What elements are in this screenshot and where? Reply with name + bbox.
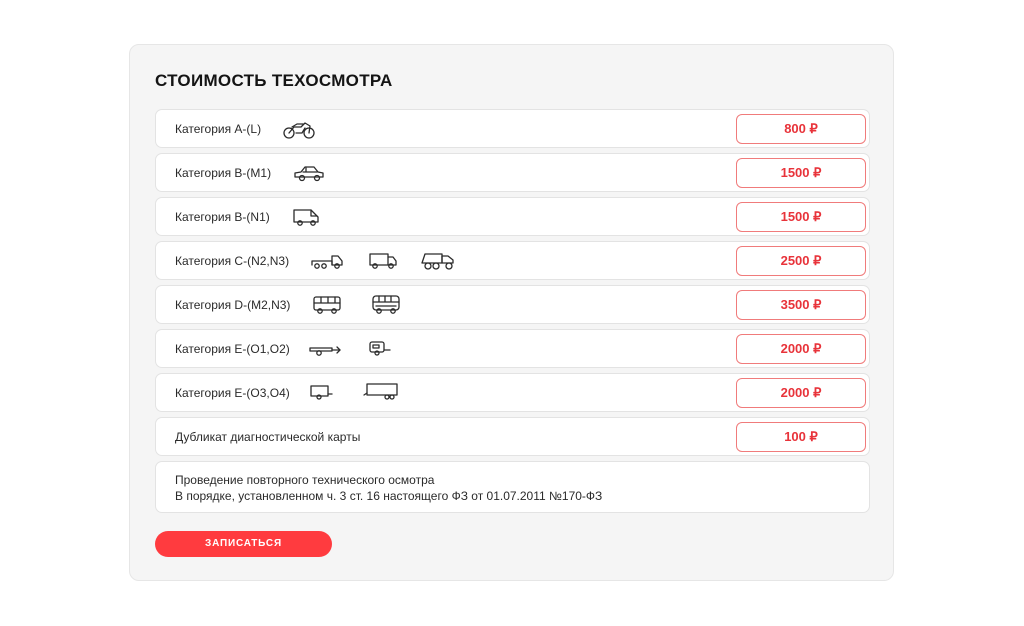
price-value: 3500 ₽ — [736, 290, 866, 320]
category-label: Категория D-(M2,N3) — [175, 298, 291, 312]
price-value: 100 ₽ — [736, 422, 866, 452]
price-row-category-d — [155, 285, 870, 324]
vehicle-icons — [156, 242, 576, 279]
section-title: СТОИМОСТЬ ТЕХОСМОТРА — [155, 71, 393, 90]
category-label: Категория E-(O3,O4) — [175, 386, 290, 400]
price-row-category-b-m1 — [155, 153, 870, 192]
category-label: Категория A-(L) — [175, 122, 262, 136]
category-label: Дубликат диагностической карты — [175, 430, 361, 444]
vehicle-icons — [156, 198, 576, 235]
note-text: В порядке, установленном ч. 3 ст. 16 настоящего ФЗ от 01.07.2011 №170-ФЗ — [175, 489, 603, 503]
flatbed-truck-icon — [310, 250, 344, 272]
price-value: 2000 ₽ — [736, 334, 866, 364]
box-truck-icon — [368, 250, 398, 272]
dump-truck-icon — [420, 250, 456, 272]
small-trailer-icon — [309, 382, 333, 404]
category-label: Категория E-(O1,O2) — [175, 342, 290, 356]
flat-trailer-icon — [308, 338, 342, 360]
price-row-category-c — [155, 241, 870, 280]
pricing-card — [129, 44, 894, 581]
vehicle-icons — [156, 374, 576, 411]
van-icon — [292, 206, 320, 228]
vehicle-icons — [156, 110, 576, 147]
price-row-category-b-n1 — [155, 197, 870, 236]
category-label: Категория B-(N1) — [175, 210, 270, 224]
vehicle-icons — [156, 330, 576, 367]
motorcycle-icon — [283, 118, 315, 140]
price-value: 800 ₽ — [736, 114, 866, 144]
large-trailer-icon — [363, 382, 399, 404]
car-icon — [293, 162, 325, 184]
note-title: Проведение повторного технического осмотра — [175, 473, 435, 487]
camper-trailer-icon — [368, 338, 392, 360]
vehicle-icons — [156, 154, 576, 191]
coach-bus-icon — [371, 294, 401, 316]
price-row-category-e-o1 — [155, 329, 870, 368]
price-row-category-a — [155, 109, 870, 148]
bus-icon — [312, 294, 342, 316]
price-value: 2000 ₽ — [736, 378, 866, 408]
category-label: Категория C-(N2,N3) — [175, 254, 290, 268]
reinspection-note — [155, 461, 870, 513]
category-label: Категория B-(M1) — [175, 166, 272, 180]
vehicle-icons — [156, 286, 576, 323]
price-row-duplicate-card — [155, 417, 870, 456]
price-row-category-e-o3 — [155, 373, 870, 412]
signup-button[interactable]: ЗАПИСАТЬСЯ — [155, 531, 332, 557]
price-list — [155, 109, 870, 513]
price-value: 1500 ₽ — [736, 158, 866, 188]
price-value: 1500 ₽ — [736, 202, 866, 232]
price-value: 2500 ₽ — [736, 246, 866, 276]
